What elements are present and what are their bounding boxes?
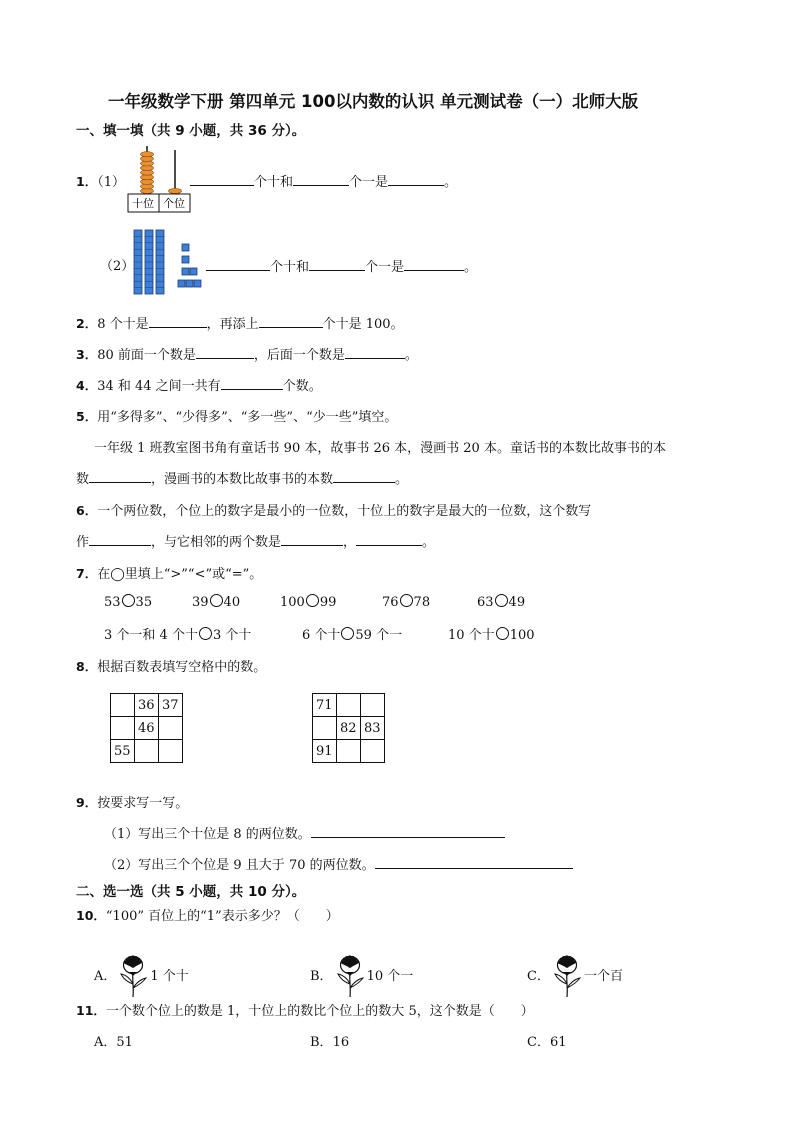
left-value: 100 (280, 595, 305, 610)
ones-cube (178, 280, 185, 287)
text: 作 (76, 535, 90, 550)
question-1-part-1 (76, 171, 125, 190)
grid-cell[interactable] (337, 694, 361, 717)
grid-cell[interactable] (135, 740, 159, 763)
flower-leaf (350, 978, 363, 988)
question-10 (76, 905, 339, 924)
option-letter: B． (310, 1035, 333, 1050)
flower-leaf (121, 974, 133, 984)
text: 。 (404, 348, 418, 363)
answer-blank[interactable] (356, 532, 422, 546)
question-9-part-2 (104, 854, 573, 873)
grid-cell[interactable]: 46 (135, 717, 159, 740)
text: ，后面一个数是 (253, 348, 345, 363)
option-letter: A． (94, 969, 117, 984)
option-text: 1 个十 (150, 969, 189, 984)
question-1-part-2-text (206, 256, 477, 275)
answer-blank[interactable] (375, 855, 573, 869)
answer-blank[interactable] (388, 172, 444, 186)
left-value: 10 个十 (448, 628, 495, 643)
compare-circle[interactable] (210, 594, 223, 607)
question-5-blanks (76, 468, 408, 487)
text: 根据百数表填写空格中的数。 (97, 660, 267, 675)
text: 34 和 44 之间一共有 (97, 379, 221, 394)
abacus-label-ones: 个位 (163, 197, 185, 210)
grid-cell[interactable]: 71 (313, 694, 337, 717)
text: ，与它相邻的两个数是 (151, 535, 282, 550)
left-value: 53 (104, 595, 121, 610)
flower-leaf (133, 978, 146, 988)
grid-cell[interactable] (111, 717, 135, 740)
text: 。 (422, 535, 436, 550)
section-2-heading: 二、选一选（共 5 小题，共 10 分）。 (76, 884, 306, 900)
answer-blank[interactable] (221, 376, 283, 390)
compare-circle[interactable] (122, 594, 135, 607)
ones-beads (169, 188, 182, 193)
flower-calyx (563, 972, 571, 976)
question-11 (76, 1000, 534, 1019)
question-number: 11． (76, 1003, 106, 1018)
answer-blank[interactable] (333, 469, 395, 483)
question-4 (76, 375, 322, 394)
question-8 (76, 656, 266, 675)
text: 8 个十是 (97, 317, 149, 332)
flower-calyx (129, 972, 137, 976)
answer-blank[interactable] (309, 257, 365, 271)
flower-leaf (555, 974, 567, 984)
grid-cell[interactable] (111, 694, 135, 717)
abacus-label-tens: 十位 (132, 197, 154, 210)
compare-item (448, 624, 535, 643)
part-label: （2） (100, 259, 135, 274)
text: 个数。 (282, 379, 322, 394)
question-2 (76, 313, 404, 332)
grid-cell[interactable] (337, 740, 361, 763)
answer-blank[interactable] (311, 824, 505, 838)
ones-cube (182, 268, 189, 275)
flower-calyx (346, 972, 354, 976)
option-b[interactable] (310, 1031, 349, 1050)
question-9-part-1 (104, 823, 505, 842)
compare-circle[interactable] (495, 594, 508, 607)
option-a[interactable] (94, 952, 189, 998)
answer-blank[interactable] (196, 345, 254, 359)
question-6-blanks (76, 531, 435, 550)
text: 个一是 (365, 260, 405, 275)
right-value: 35 (135, 595, 153, 610)
answer-blank[interactable] (89, 532, 151, 546)
compare-circle[interactable] (341, 627, 354, 640)
option-c[interactable] (527, 952, 623, 998)
compare-item (280, 594, 336, 610)
left-value: 6 个十 (302, 628, 341, 643)
right-value: 59 个一 (355, 628, 403, 643)
answer-blank[interactable] (190, 172, 254, 186)
question-number: 9． (76, 795, 98, 810)
compare-item (104, 624, 251, 643)
question-1-part-1-text (190, 171, 457, 190)
question-number: 7． (76, 566, 98, 581)
text: 按要求写一写。 (97, 796, 189, 811)
ones-cubes (178, 244, 201, 287)
text: 。 (444, 175, 458, 190)
ones-cube (182, 256, 189, 263)
grid-cell[interactable] (313, 717, 337, 740)
tens-rods (134, 230, 164, 294)
grid-cell[interactable] (159, 717, 183, 740)
flower-icon (116, 952, 150, 998)
abacus-bead (169, 188, 182, 193)
compare-circle[interactable] (496, 627, 509, 640)
right-value: 100 (509, 628, 535, 643)
answer-blank[interactable] (281, 532, 343, 546)
grid-cell[interactable]: 55 (111, 740, 135, 763)
grid-cell[interactable]: 83 (361, 717, 385, 740)
text: 80 前面一个数是 (97, 348, 196, 363)
right-value: 99 (319, 595, 337, 610)
option-text: 61 (549, 1035, 567, 1050)
left-value: 3 个一和 4 个十 (104, 628, 198, 643)
text: “100” 百位上的“1”表示多少？（ ） (105, 909, 339, 924)
hundred-chart-grid-1 (110, 693, 183, 763)
answer-blank[interactable] (345, 345, 405, 359)
compare-item (382, 594, 430, 610)
answer-blank[interactable] (259, 314, 323, 328)
question-number: 3． (76, 347, 98, 362)
question-3 (76, 344, 418, 363)
text: 个十和 (254, 175, 294, 190)
answer-blank[interactable] (293, 172, 349, 186)
question-number: 5． (76, 409, 98, 424)
option-letter: C． (527, 969, 550, 984)
option-letter: A． (94, 1035, 117, 1050)
text: 个十和 (270, 260, 310, 275)
text: 在◯里填上“>”“<”或“=”。 (97, 567, 263, 582)
section-1-heading: 一、填一填（共 9 小题，共 36 分）。 (76, 123, 306, 139)
right-value: 78 (413, 595, 431, 610)
question-9 (76, 792, 188, 811)
text: ，再添上 (206, 317, 259, 332)
option-b[interactable] (310, 952, 413, 998)
question-number: 4． (76, 378, 98, 393)
text: ，漫画书的本数比故事书的本数 (151, 472, 334, 487)
option-text: 16 (332, 1035, 350, 1050)
compare-circle[interactable] (306, 594, 319, 607)
text: 数 (76, 472, 90, 487)
text: 一个两位数，个位上的数字是最小的一位数，十位上的数字是最大的一位数，这个数写 (97, 504, 592, 519)
right-value: 3 个十 (212, 628, 252, 643)
question-7 (76, 563, 262, 582)
question-5-body: 一年级 1 班教室图书角有童话书 90 本，故事书 26 本，漫画书 20 本。童话书的本数比故事书的本 (94, 441, 666, 456)
compare-item (477, 594, 525, 610)
grid-cell[interactable]: 37 (159, 694, 183, 717)
answer-blank[interactable] (89, 469, 151, 483)
grid-cell[interactable]: 91 (313, 740, 337, 763)
question-number: 1． (76, 174, 98, 189)
page-title: 一年级数学下册 第四单元 100以内数的认识 单元测试卷（一）北师大版 (108, 92, 639, 111)
answer-blank[interactable] (206, 257, 270, 271)
option-text: 51 (116, 1035, 133, 1050)
text: （2）写出三个个位是 9 且大于 70 的两位数。 (104, 858, 375, 873)
compare-circle[interactable] (199, 627, 212, 640)
right-value: 40 (223, 595, 241, 610)
answer-blank[interactable] (404, 257, 464, 271)
grid-cell[interactable]: 36 (135, 694, 159, 717)
left-value: 76 (382, 595, 399, 610)
question-5 (76, 406, 397, 425)
ones-cube (182, 244, 189, 251)
option-text: 10 个一 (366, 969, 414, 984)
left-value: 39 (192, 595, 209, 610)
compare-item (192, 594, 240, 610)
question-number: 10． (76, 908, 106, 923)
text: （1）写出三个十位是 8 的两位数。 (104, 827, 311, 842)
ones-cube (194, 280, 201, 287)
question-number: 2． (76, 316, 98, 331)
text: 个一是 (349, 175, 389, 190)
option-c[interactable] (527, 1031, 567, 1050)
hundred-chart-grid-2 (312, 693, 385, 763)
text: 用“多得多”、“少得多”、“多一些”、“少一些”填空。 (97, 410, 398, 425)
left-value: 63 (477, 595, 494, 610)
ones-cube (186, 280, 193, 287)
option-a[interactable] (94, 1031, 133, 1050)
compare-item (302, 624, 402, 643)
text: ， (343, 535, 357, 550)
flower-leaf (338, 974, 350, 984)
question-number: 8． (76, 659, 98, 674)
text: 个十是 100。 (322, 317, 404, 332)
part-label: （1） (97, 175, 125, 190)
question-number: 6． (76, 503, 98, 518)
text: 一个数个位上的数是 1，十位上的数比个位上的数大 5，这个数是（ ） (105, 1004, 534, 1019)
tens-beads (141, 152, 154, 194)
text: 。 (395, 472, 409, 487)
abacus-picture (126, 144, 194, 214)
compare-item (104, 594, 152, 610)
option-letter: C． (527, 1035, 550, 1050)
answer-blank[interactable] (149, 314, 207, 328)
text: 。 (464, 260, 478, 275)
option-text: 一个百 (583, 969, 623, 984)
ones-cube (190, 268, 197, 275)
grid-cell[interactable] (361, 740, 385, 763)
question-6 (76, 500, 591, 519)
flower-leaf (567, 978, 580, 988)
base-ten-blocks-picture (132, 228, 208, 298)
grid-cell[interactable] (361, 694, 385, 717)
right-value: 49 (508, 595, 526, 610)
grid-cell[interactable]: 82 (337, 717, 361, 740)
flower-icon (550, 952, 584, 998)
option-letter: B． (310, 969, 333, 984)
compare-circle[interactable] (400, 594, 413, 607)
grid-cell[interactable] (159, 740, 183, 763)
flower-icon (333, 952, 367, 998)
abacus-bead (141, 152, 154, 157)
